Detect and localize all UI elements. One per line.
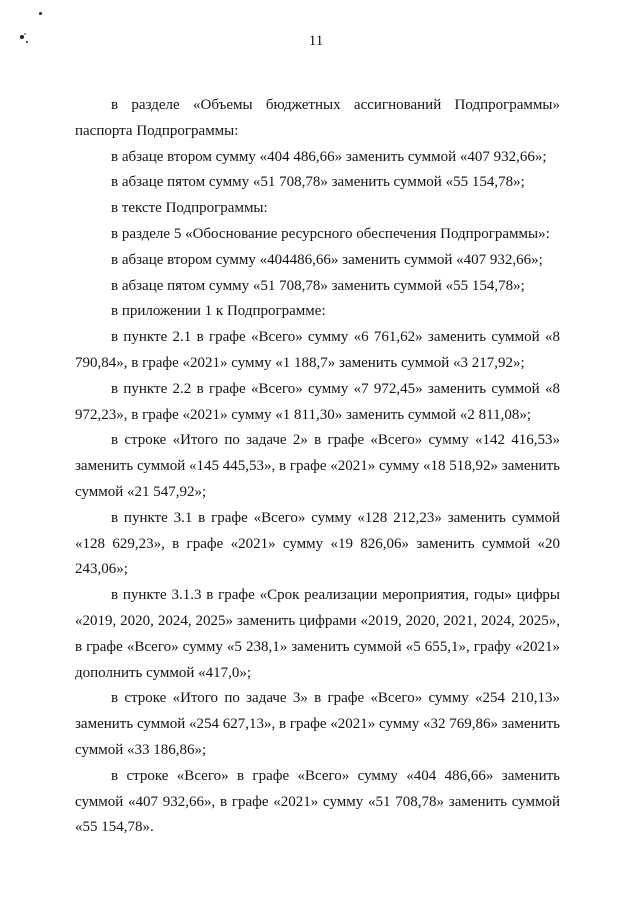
document-body [75, 93, 560, 841]
paragraph: в пункте 3.1 в графе «Всего» сумму «128 212,23» заменить суммой «128 629,23», в графе «2021» сумму «19 826,06» заменить суммой «20 243,06»; [75, 509, 560, 578]
paragraph: в строке «Итого по задаче 3» в графе «Всего» сумму «254 210,13» заменить суммой «254 627,13», в графе «2021» сумму «32 769,86» заменить суммой «33 186,86»; [75, 690, 560, 758]
page-number: 11 [308, 33, 324, 49]
paragraph: в пункте 2.2 в графе «Всего» сумму «7 972,45» заменить суммой «8 972,23», в графе «2021» сумму «1 811,30» заменить суммой «2 811,08»; [75, 380, 560, 423]
paragraph: в разделе 5 «Обоснование ресурсного обеспечения Подпрограммы»: [111, 225, 550, 242]
paragraph: в абзаце втором сумму «404 486,66» заменить суммой «407 932,66»; [111, 148, 547, 165]
paragraph-budget-section: в разделе «Объемы бюджетных ассигнований Подпрограммы» паспорта Подпрограммы: [75, 97, 560, 139]
paragraph: в абзаце пятом сумму «51 708,78» заменить суммой «55 154,78»; [111, 277, 525, 294]
paragraph: в пункте 3.1.3 в графе «Срок реализации мероприятия, годы» цифры «2019, 2020, 2024, 2025» заменить цифрами «2019, 2020, 2021, 2024, 2025», в графе «Всего» сумму «5 238,1» заменить суммой «5 655,1», графу «2021» дополнить суммой «417,0»; [75, 587, 560, 681]
paragraph: в строке «Итого по задаче 2» в графе «Всего» сумму «142 416,53» заменить суммой «145 445,53», в графе «2021» сумму «18 518,92» заменить суммой «21 547,92»; [75, 432, 560, 500]
paragraph: в тексте Подпрограммы: [111, 200, 268, 217]
paragraph: в строке «Всего» в графе «Всего» сумму «404 486,66» заменить суммой «407 932,66», в графе «2021» сумму «51 708,78» заменить суммой «55 154,78». [75, 767, 560, 836]
paragraph: в абзаце втором сумму «404486,66» заменить суммой «407 932,66»; [111, 251, 543, 268]
paragraph: в приложении 1 к Подпрограмме: [111, 303, 326, 320]
paragraph: в пункте 2.1 в графе «Всего» сумму «6 761,62» заменить суммой «8 790,84», в графе «2021» сумму «1 188,7» заменить суммой «3 217,92»; [75, 329, 560, 371]
paragraph: в абзаце пятом сумму «51 708,78» заменить суммой «55 154,78»; [111, 174, 525, 191]
scan-speck [39, 12, 42, 15]
